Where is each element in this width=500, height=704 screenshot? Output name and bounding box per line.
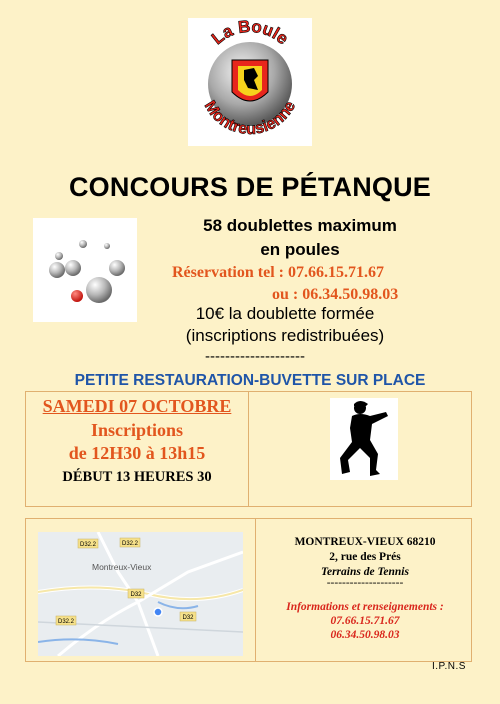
map-road-label: D32	[182, 615, 194, 621]
location-map	[38, 532, 243, 656]
address-town: MONTREUX-VIEUX 68210	[294, 536, 436, 548]
address-street: 2, rue des Prés	[329, 551, 401, 563]
separator: --------------------	[205, 348, 305, 365]
location-box-divider	[255, 518, 256, 662]
page-title: CONCOURS DE PÉTANQUE	[68, 172, 432, 202]
info-title: Informations et renseignements :	[286, 601, 444, 613]
club-logo	[188, 18, 312, 146]
address-place: Terrains de Tennis	[321, 566, 409, 578]
map-road-label: D32.2	[121, 541, 139, 547]
map-road-label: D32	[130, 592, 142, 598]
info-phone-2: 06.34.50.98.03	[330, 629, 400, 641]
price-note: (inscriptions redistribuées)	[185, 326, 385, 345]
reservation-phone-2: ou : 06.34.50.98.03	[272, 286, 399, 303]
restauration-banner: PETITE RESTAURATION-BUVETTE SUR PLACE	[74, 372, 426, 389]
map-road-label: D32.2	[57, 619, 75, 625]
schedule-box-divider	[248, 391, 249, 507]
info-phone-1: 07.66.15.71.67	[330, 615, 400, 627]
event-date: SAMEDI 07 OCTOBRE	[42, 396, 232, 416]
reservation-phone-1: Réservation tel : 07.66.15.71.67	[172, 264, 384, 281]
start-time: DÉBUT 13 HEURES 30	[62, 469, 212, 485]
logo-text-bottom: Montreusienne	[200, 98, 300, 139]
logo-text-top: La Boule	[208, 18, 292, 49]
footer-ipns: I.P.N.S	[432, 661, 466, 672]
capacity-line-2: en poules	[260, 240, 340, 259]
inscriptions-label: Inscriptions	[90, 420, 184, 440]
price-line: 10€ la doublette formée	[195, 304, 375, 323]
capacity-line-1: 58 doublettes maximum	[203, 216, 397, 235]
map-town-label: Montreux-Vieux	[92, 562, 152, 572]
petanque-balls-image	[33, 218, 137, 322]
inscriptions-hours: de 12H30 à 13h15	[68, 443, 206, 463]
address-separator: --------------------	[326, 577, 404, 589]
map-road-label: D32.2	[79, 542, 97, 548]
player-silhouette-image	[330, 398, 398, 480]
